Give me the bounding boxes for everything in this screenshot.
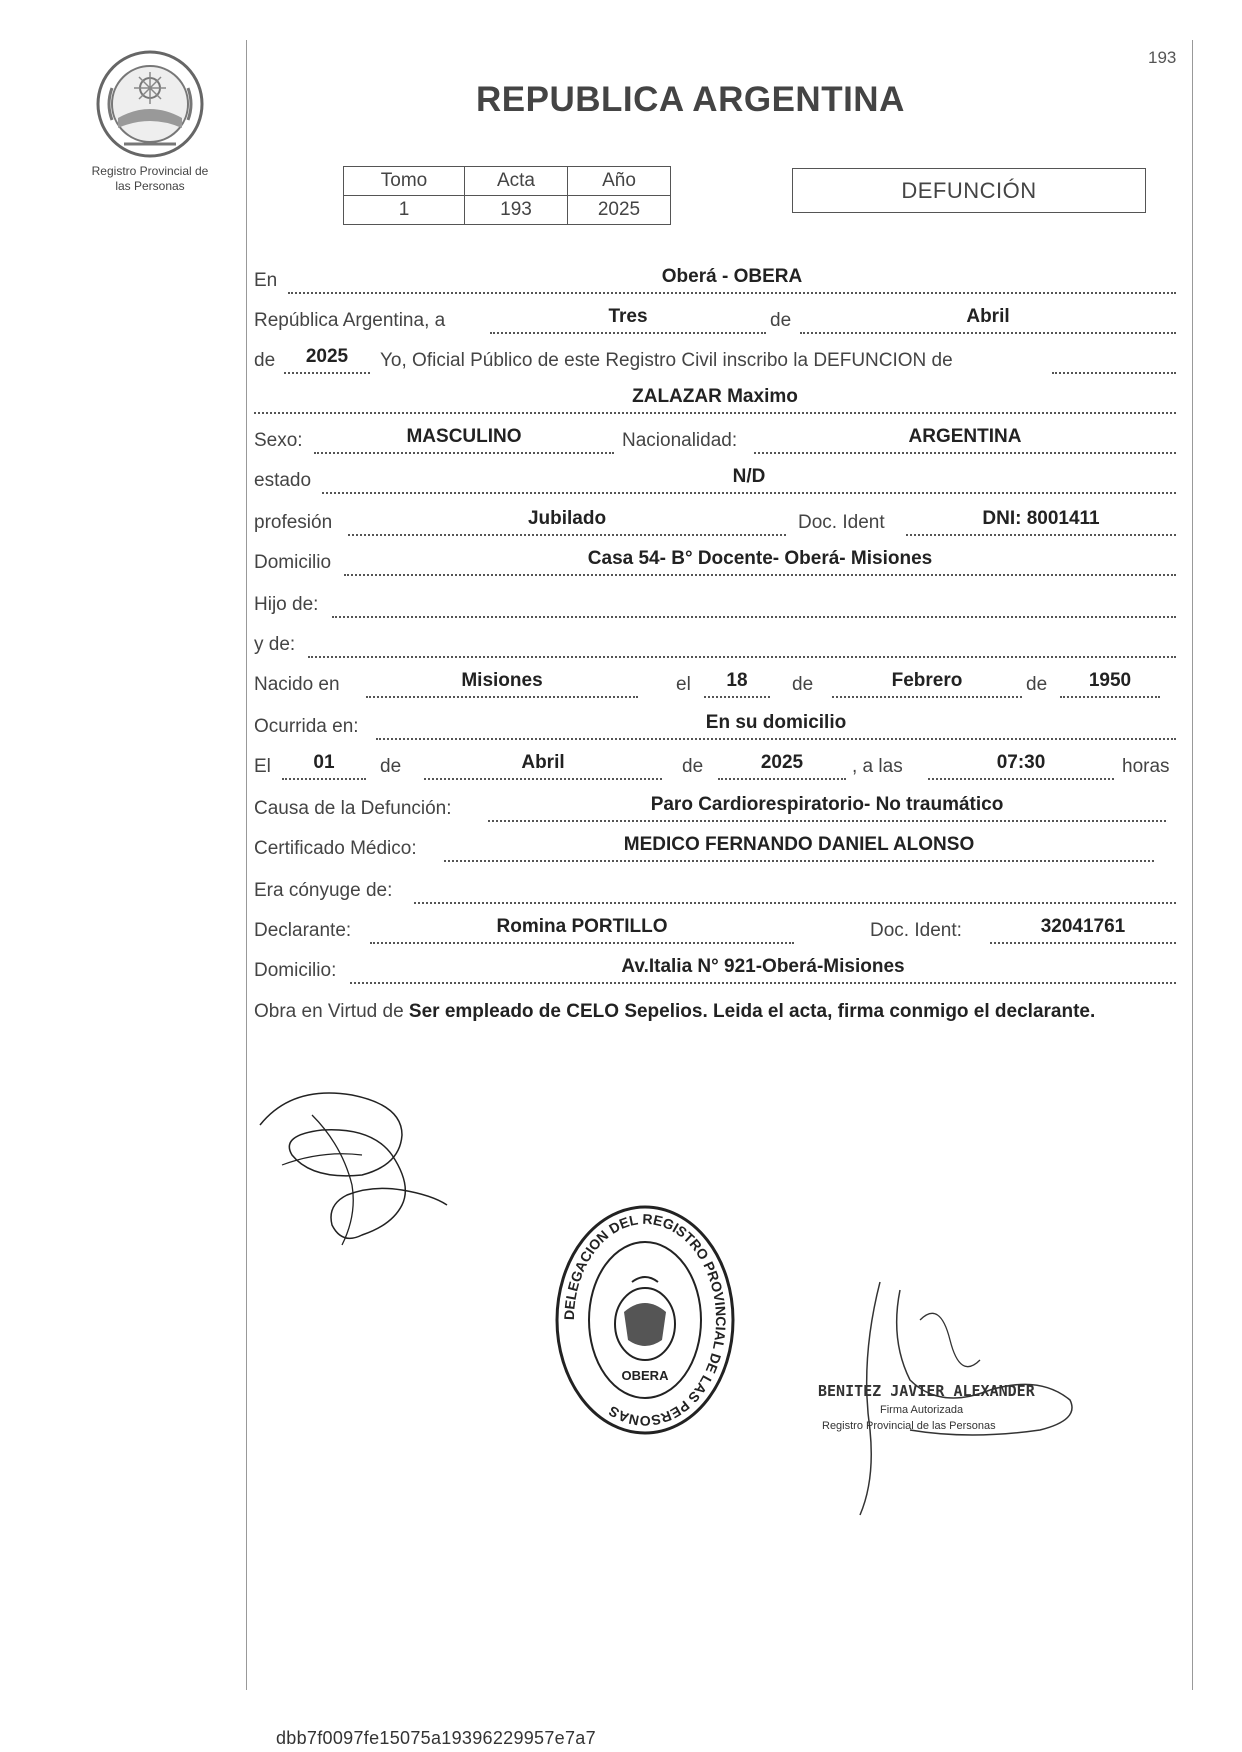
field-ocurrida-en	[376, 708, 1176, 740]
row-estado	[254, 468, 1176, 498]
official-signature	[790, 1280, 1090, 1520]
label-el-cap: El	[254, 756, 271, 777]
record-type-box: DEFUNCIÓN	[792, 168, 1146, 213]
value-declarante-doc: 32041761	[1040, 916, 1126, 937]
value-lugar: Oberá - OBERA	[661, 266, 803, 287]
signature-name: BENITEZ JAVIER ALEXANDER	[818, 1382, 1035, 1400]
label-doc-ident-declarante: Doc. Ident:	[870, 920, 962, 941]
label-en: En	[254, 270, 278, 291]
label-horas: horas	[1122, 756, 1170, 777]
field-estado	[322, 462, 1176, 494]
value-nacido-anio: 1950	[1088, 670, 1132, 691]
misiones-seal-icon	[94, 48, 206, 160]
document-title: REPUBLICA ARGENTINA	[476, 80, 905, 119]
stamp-ring-text: DELEGACION DEL REGISTRO PROVINCIAL DE LAS PERSONAS	[560, 1210, 730, 1430]
label-nacido-en: Nacido en	[254, 674, 340, 695]
value-domicilio: Casa 54- B° Docente- Oberá- Misiones	[587, 548, 933, 569]
value-fallec-mes: Abril	[521, 752, 565, 773]
value-declarante-domicilio: Av.Italia N° 921-Oberá-Misiones	[621, 956, 905, 977]
label-conyuge: Era cónyuge de:	[254, 880, 393, 901]
field-declarante	[370, 912, 794, 944]
field-dia-texto	[490, 302, 766, 334]
value-nacido-en: Misiones	[461, 670, 543, 691]
table-header-tomo: Tomo	[344, 167, 465, 196]
label-de-1: de	[770, 310, 792, 331]
field-declarante-doc	[990, 912, 1176, 944]
field-fallec-anio	[718, 748, 846, 780]
field-nacido-anio	[1060, 666, 1160, 698]
declarant-signature	[252, 1075, 452, 1255]
row-conyuge	[254, 878, 1176, 908]
obra-en-virtud	[254, 996, 1184, 1028]
field-inscribo-tail	[1052, 342, 1176, 374]
label-inscribo: Yo, Oficial Público de este Registro Civil inscribo la DEFUNCION de	[380, 350, 953, 371]
table-value-tomo: 1	[344, 196, 465, 225]
field-nacido-en	[366, 666, 638, 698]
signature-office: Registro Provincial de las Personas	[822, 1420, 996, 1432]
value-nombre: ZALAZAR Maximo	[632, 386, 798, 407]
value-ocurrida-en: En su domicilio	[705, 712, 847, 733]
row-lugar	[254, 268, 1176, 298]
label-de-2: de	[254, 350, 276, 371]
row-declarante	[254, 918, 1176, 948]
value-nacionalidad: ARGENTINA	[908, 426, 1022, 447]
value-profesion: Jubilado	[527, 508, 607, 529]
value-sexo: MASCULINO	[406, 426, 522, 447]
row-causa	[254, 796, 1176, 826]
value-fallec-dia: 01	[313, 752, 335, 773]
row-ocurrida	[254, 714, 1176, 744]
label-domicilio: Domicilio	[254, 552, 332, 573]
table-value-anio: 2025	[568, 196, 671, 225]
stamp-city: OBERA	[621, 1368, 669, 1383]
table-value-acta: 193	[465, 196, 568, 225]
row-certificado	[254, 836, 1176, 866]
value-causa: Paro Cardiorespiratorio- No traumático	[650, 794, 1004, 815]
value-anio-inscripcion: 2025	[305, 346, 349, 367]
label-doc-ident: Doc. Ident	[798, 512, 885, 533]
label-y-de: y de:	[254, 634, 296, 655]
table-header-anio: Año	[568, 167, 671, 196]
provincial-logo	[60, 48, 240, 194]
table-header-acta: Acta	[465, 167, 568, 196]
field-y-de	[308, 626, 1176, 658]
field-fallec-hora	[928, 748, 1114, 780]
value-fallec-hora: 07:30	[996, 752, 1046, 773]
label-de-4: de	[1026, 674, 1048, 695]
left-margin-line	[246, 40, 247, 1690]
row-domicilio	[254, 550, 1176, 580]
field-conyuge	[414, 872, 1176, 904]
field-doc-ident	[906, 504, 1176, 536]
field-profesion	[348, 504, 786, 536]
label-certificado: Certificado Médico:	[254, 838, 417, 859]
value-declarante: Romina PORTILLO	[496, 916, 668, 937]
label-republica: República Argentina, a	[254, 310, 446, 331]
label-profesion: profesión	[254, 512, 333, 533]
logo-caption-line1: Registro Provincial de	[91, 164, 209, 178]
label-de-6: de	[682, 756, 704, 777]
label-el: el	[676, 674, 691, 695]
signature-role: Firma Autorizada	[880, 1404, 964, 1416]
label-sexo: Sexo:	[254, 430, 303, 451]
row-nacido	[254, 672, 1176, 702]
row-fallecimiento	[254, 754, 1176, 784]
row-hijo-de	[254, 592, 1176, 622]
stamp-coat-of-arms-icon	[615, 1277, 675, 1360]
label-hijo-de: Hijo de:	[254, 594, 319, 615]
label-causa: Causa de la Defunción:	[254, 798, 452, 819]
registry-table	[343, 166, 671, 225]
value-dia-texto: Tres	[608, 306, 648, 327]
official-stamp	[552, 1202, 738, 1438]
row-fecha-inscripcion	[254, 308, 1176, 338]
label-de-5: de	[380, 756, 402, 777]
row-y-de	[254, 632, 1176, 662]
value-estado: N/D	[732, 466, 766, 487]
field-anio-inscripcion	[284, 342, 370, 374]
logo-caption-line2: las Personas	[115, 179, 185, 193]
value-fallec-anio: 2025	[760, 752, 804, 773]
field-domicilio	[344, 544, 1176, 576]
row-sexo	[254, 428, 1176, 458]
page-number: 193	[1148, 48, 1177, 67]
field-fallec-mes	[424, 748, 662, 780]
value-certificado: MEDICO FERNANDO DANIEL ALONSO	[623, 834, 975, 855]
document-hash: dbb7f0097fe15075a19396229957e7a7	[276, 1728, 596, 1748]
label-declarante: Declarante:	[254, 920, 352, 941]
label-nacionalidad: Nacionalidad:	[622, 430, 738, 451]
label-ocurrida-en: Ocurrida en:	[254, 716, 359, 737]
label-a-las: , a las	[852, 756, 903, 777]
label-obra: Obra en Virtud de	[254, 1001, 404, 1022]
label-domicilio-declarante: Domicilio:	[254, 960, 337, 981]
field-mes-texto	[800, 302, 1176, 334]
field-hijo-de	[332, 586, 1176, 618]
right-margin-line	[1192, 40, 1193, 1690]
value-doc-ident: DNI: 8001411	[982, 508, 1100, 529]
label-estado: estado	[254, 470, 312, 491]
row-inscripcion	[254, 348, 1176, 378]
field-declarante-domicilio	[350, 952, 1176, 984]
field-nacionalidad	[754, 422, 1176, 454]
field-nacido-dia	[704, 666, 770, 698]
field-nacido-mes	[832, 666, 1022, 698]
field-nombre	[254, 382, 1176, 414]
label-de-3: de	[792, 674, 814, 695]
row-nombre	[254, 388, 1176, 418]
field-sexo	[314, 422, 614, 454]
row-profesion	[254, 510, 1176, 540]
value-nacido-mes: Febrero	[891, 670, 963, 691]
row-domicilio-declarante	[254, 958, 1176, 988]
field-fallec-dia	[282, 748, 366, 780]
value-mes-texto: Abril	[966, 306, 1010, 327]
value-nacido-dia: 18	[726, 670, 748, 691]
field-lugar	[288, 262, 1176, 294]
value-obra: Ser empleado de CELO Sepelios. Leida el acta, firma conmigo el declarante.	[408, 1001, 1096, 1022]
field-causa	[488, 790, 1166, 822]
field-certificado	[444, 830, 1154, 862]
